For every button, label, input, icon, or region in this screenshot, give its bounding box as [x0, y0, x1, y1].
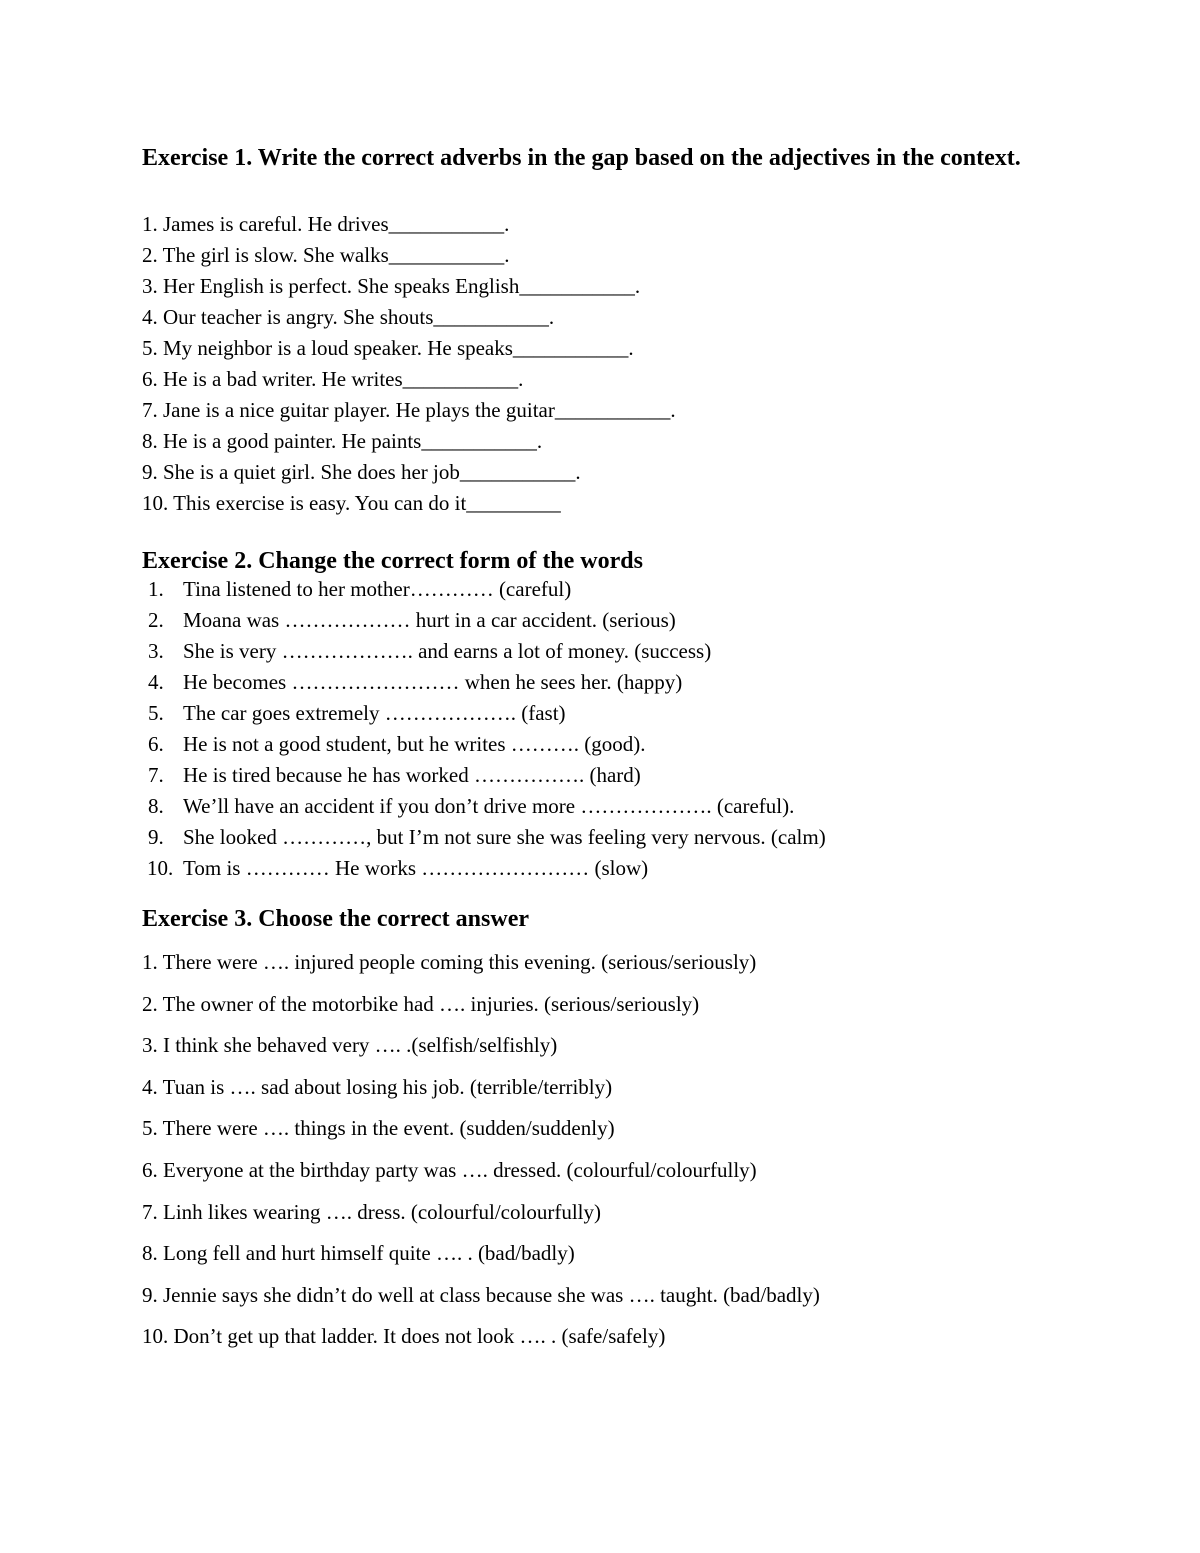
exercise-1-item: 3. Her English is perfect. She speaks English___________. [142, 274, 641, 298]
exercise-1-item: 4. Our teacher is angry. She shouts___________. [142, 305, 555, 329]
exercise-3-item: 6. Everyone at the birthday party was …. dressed. (colourful/colourfully) [142, 1157, 757, 1182]
item-number: 10. [147, 856, 174, 880]
exercise-1-item: 5. My neighbor is a loud speaker. He speaks___________. [142, 336, 634, 360]
exercise-1-title: Exercise 1. Write the correct adverbs in the gap based on the adjectives in the context. [142, 145, 1021, 171]
item-number: 7. [148, 763, 164, 787]
item-number: 4. [148, 670, 164, 694]
exercise-2-item [142, 853, 826, 884]
exercise-3-title: Exercise 3. Choose the correct answer [142, 906, 529, 932]
exercise-1-item: 10. This exercise is easy. You can do it_________ [142, 491, 561, 515]
item-text: She is very ………………. and earns a lot of money. (success) [183, 639, 712, 663]
item-number: 8. [148, 794, 164, 818]
item-text: Moana was ……………… hurt in a car accident. (serious) [183, 608, 676, 632]
exercise-1-item: 2. The girl is slow. She walks___________. [142, 243, 510, 267]
exercise-2-item [142, 729, 826, 760]
exercise-3-list [142, 947, 820, 1363]
item-text: She looked …………, but I’m not sure she was feeling very nervous. (calm) [183, 825, 826, 849]
exercise-3-item: 5. There were …. things in the event. (sudden/suddenly) [142, 1116, 615, 1141]
exercise-2-list [142, 574, 826, 884]
exercise-1-item: 9. She is a quiet girl. She does her job___________. [142, 460, 581, 484]
exercise-2-item [142, 791, 826, 822]
exercise-1-list [142, 209, 676, 519]
exercise-3-item: 1. There were …. injured people coming this evening. (serious/seriously) [142, 950, 757, 974]
exercise-2-item [142, 574, 826, 605]
item-text: He is tired because he has worked ……………. (hard) [183, 763, 641, 787]
exercise-3-item: 8. Long fell and hurt himself quite …. . (bad/badly) [142, 1241, 575, 1266]
exercise-3-item: 4. Tuan is …. sad about losing his job. (terrible/terribly) [142, 1074, 613, 1099]
item-text: He becomes …………………… when he sees her. (happy) [183, 670, 683, 694]
exercise-2-item [142, 698, 826, 729]
exercise-1-item: 6. He is a bad writer. He writes___________. [142, 367, 524, 391]
item-text: He is not a good student, but he writes ………. (good). [183, 732, 646, 756]
item-number: 5. [148, 701, 164, 725]
item-number: 9. [148, 825, 164, 849]
exercise-2-title: Exercise 2. Change the correct form of the words [142, 548, 643, 574]
item-text: The car goes extremely ………………. (fast) [183, 701, 566, 725]
item-number: 6. [148, 732, 164, 756]
exercise-1-item: 7. Jane is a nice guitar player. He plays the guitar___________. [142, 398, 676, 422]
exercise-2-item [142, 636, 826, 667]
exercise-1-item: 8. He is a good painter. He paints___________. [142, 429, 543, 453]
exercise-2-item [142, 822, 826, 853]
item-text: We’ll have an accident if you don’t drive more ………………. (careful). [183, 794, 795, 818]
item-text: Tom is ………… He works …………………… (slow) [183, 856, 649, 880]
exercise-2-item [142, 760, 826, 791]
exercise-3-item: 9. Jennie says she didn’t do well at class because she was …. taught. (bad/badly) [142, 1282, 820, 1307]
item-number: 3. [148, 639, 164, 663]
exercise-3-item: 2. The owner of the motorbike had …. injuries. (serious/seriously) [142, 991, 700, 1016]
item-number: 2. [148, 608, 164, 632]
exercise-3-item: 10. Don’t get up that ladder. It does not look …. . (safe/safely) [142, 1324, 666, 1349]
exercise-2-item [142, 605, 826, 636]
exercise-2-item [142, 667, 826, 698]
exercise-3-item: 3. I think she behaved very …. .(selfish/selfishly) [142, 1033, 558, 1058]
item-text: Tina listened to her mother………… (careful) [183, 577, 572, 601]
exercise-1-item: 1. James is careful. He drives___________. [142, 212, 510, 236]
item-number: 1. [148, 577, 164, 601]
exercise-3-item: 7. Linh likes wearing …. dress. (colourful/colourfully) [142, 1199, 601, 1224]
